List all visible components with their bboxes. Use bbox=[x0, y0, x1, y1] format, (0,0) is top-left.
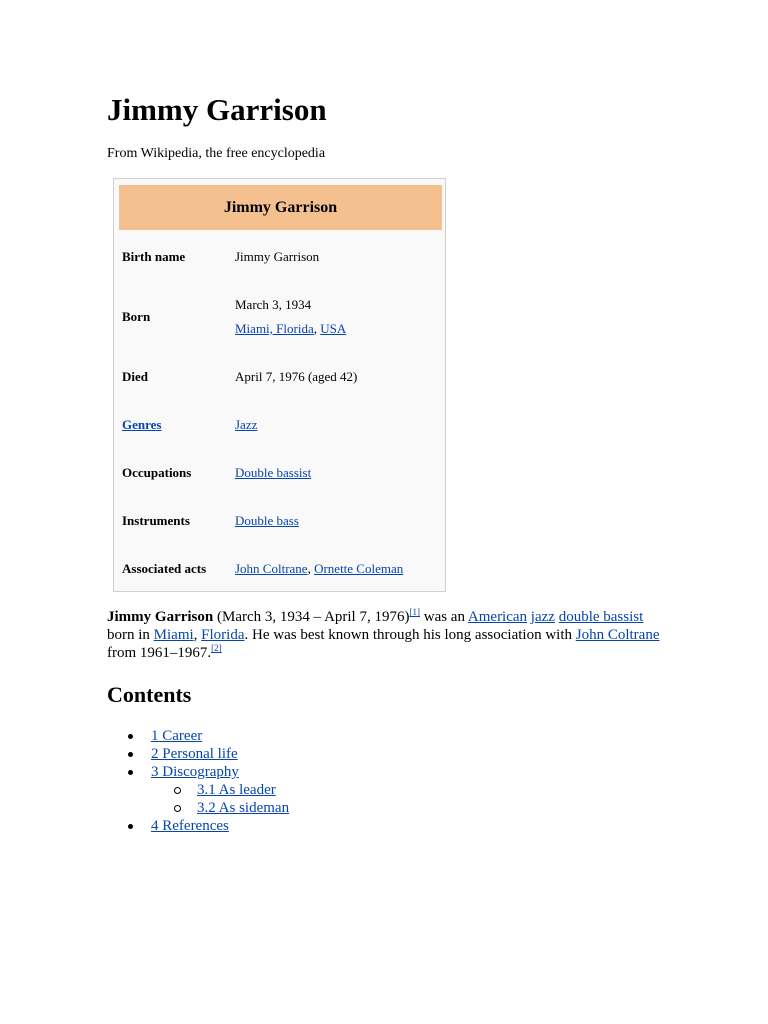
born-country-link[interactable]: USA bbox=[320, 321, 347, 336]
acts-coltrane-link[interactable]: John Coltrane bbox=[235, 561, 308, 576]
toc-link-as-sideman[interactable]: 3.2 As sideman bbox=[197, 800, 290, 816]
bullet-icon bbox=[128, 752, 133, 757]
associated-acts-label: Associated acts bbox=[122, 561, 207, 576]
toc-link-as-leader[interactable]: 3.1 As leader bbox=[197, 782, 276, 798]
genres-value-link[interactable]: Jazz bbox=[235, 417, 258, 432]
born-label: Born bbox=[122, 309, 151, 324]
bullet-icon bbox=[128, 824, 133, 829]
toc-item bbox=[107, 763, 289, 781]
toc-item bbox=[107, 727, 289, 745]
born-city-link[interactable]: Miami, Florida bbox=[235, 321, 314, 336]
associated-acts-value bbox=[235, 561, 403, 577]
birth-name-value: Jimmy Garrison bbox=[235, 249, 320, 264]
genres-label-link[interactable]: Genres bbox=[122, 417, 162, 432]
american-link[interactable]: American bbox=[467, 609, 528, 625]
birth-name-label: Birth name bbox=[122, 249, 186, 264]
intro-text-4: . He was best known through his long association with bbox=[244, 627, 576, 643]
instruments-label: Instruments bbox=[122, 513, 190, 528]
contents-heading: Contents bbox=[107, 682, 192, 707]
intro-comma: , bbox=[193, 627, 202, 643]
bullet-icon bbox=[128, 770, 133, 775]
toc-item bbox=[107, 817, 289, 835]
occupations-value-link[interactable]: Double bassist bbox=[235, 465, 312, 480]
bullet-icon bbox=[128, 734, 133, 739]
john-coltrane-link[interactable]: John Coltrane bbox=[575, 627, 660, 643]
intro-text-2: was an bbox=[419, 609, 468, 625]
occupations-label: Occupations bbox=[122, 465, 192, 480]
intro-text-1: (March 3, 1934 – April 7, 1976) bbox=[213, 609, 410, 625]
born-sep: , bbox=[313, 321, 321, 336]
acts-coleman-link[interactable]: Ornette Coleman bbox=[314, 561, 404, 576]
table-of-contents bbox=[107, 727, 289, 835]
ref-1-link[interactable]: [1] bbox=[409, 607, 420, 617]
toc-link-discography[interactable]: 3 Discography bbox=[151, 764, 239, 780]
intro-text-3: born in bbox=[107, 627, 154, 643]
instruments-value-link[interactable]: Double bass bbox=[235, 513, 299, 528]
circle-bullet-icon bbox=[174, 787, 181, 794]
born-place bbox=[235, 321, 346, 337]
died-label: Died bbox=[122, 369, 148, 384]
intro-text-5: from 1961–1967. bbox=[107, 645, 212, 661]
double-bassist-link[interactable]: double bassist bbox=[558, 609, 644, 625]
infobox-header: Jimmy Garrison bbox=[119, 185, 442, 230]
died-value: April 7, 1976 (aged 42) bbox=[235, 369, 358, 384]
toc-subitem bbox=[107, 781, 289, 799]
ref-2-link[interactable]: [2] bbox=[211, 643, 222, 653]
toc-subitem bbox=[107, 799, 289, 817]
acts-sep: , bbox=[307, 561, 315, 576]
infobox bbox=[113, 178, 446, 592]
circle-bullet-icon bbox=[174, 805, 181, 812]
page-title: Jimmy Garrison bbox=[107, 92, 327, 127]
miami-link[interactable]: Miami bbox=[153, 627, 194, 643]
toc-link-personal-life[interactable]: 2 Personal life bbox=[151, 746, 238, 762]
born-date: March 3, 1934 bbox=[235, 297, 312, 312]
toc-link-references[interactable]: 4 References bbox=[151, 818, 229, 834]
intro-name: Jimmy Garrison bbox=[107, 609, 214, 625]
florida-link[interactable]: Florida bbox=[201, 627, 245, 643]
toc-link-career[interactable]: 1 Career bbox=[151, 728, 203, 744]
toc-item bbox=[107, 745, 289, 763]
tagline: From Wikipedia, the free encyclopedia bbox=[107, 146, 326, 161]
jazz-link[interactable]: jazz bbox=[530, 609, 555, 625]
intro-paragraph bbox=[107, 608, 667, 662]
